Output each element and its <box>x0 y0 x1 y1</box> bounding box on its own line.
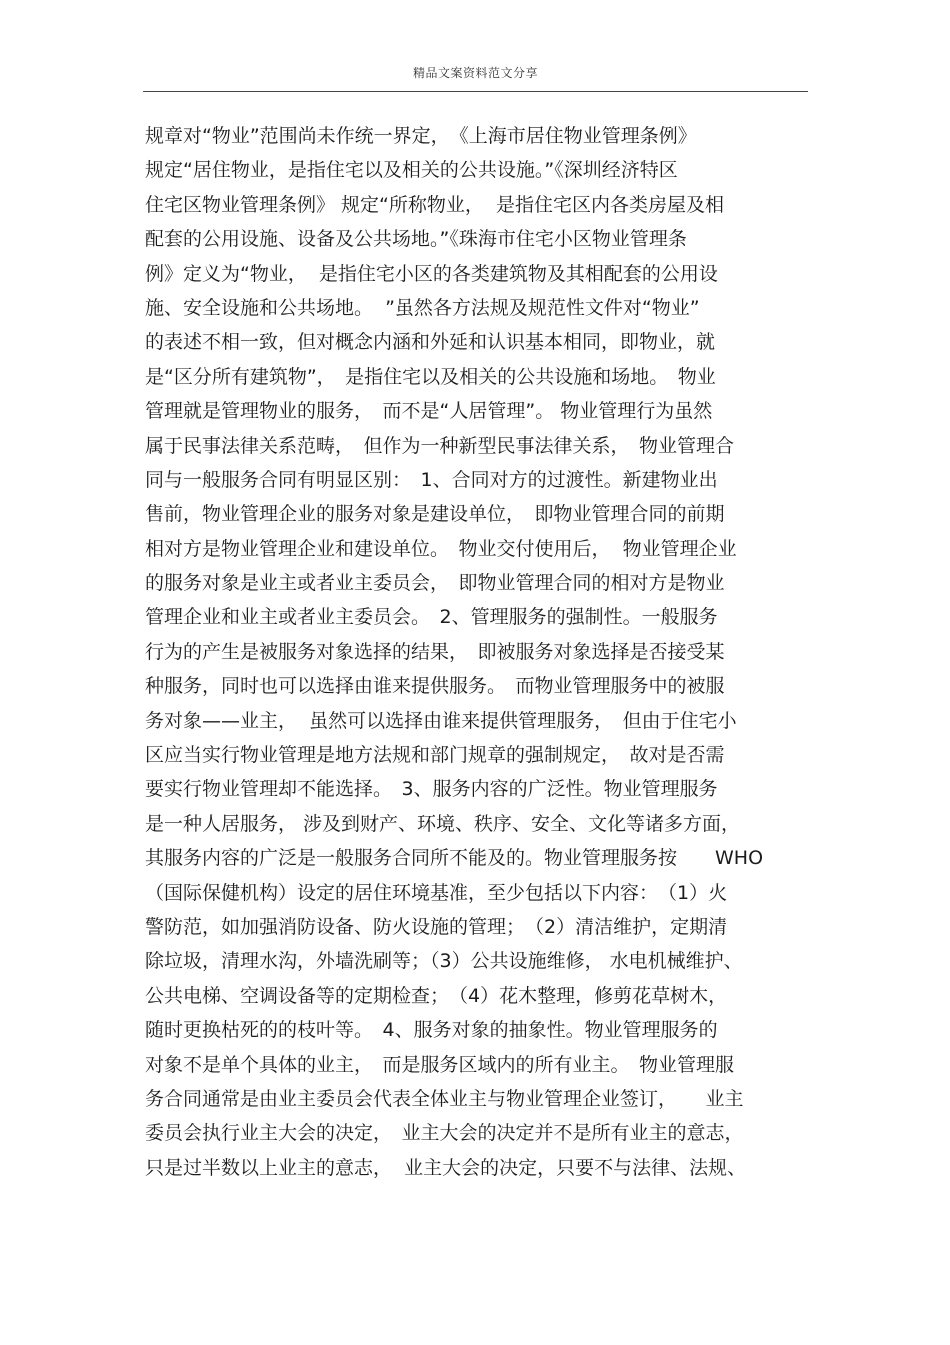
text-line: 同与一般服务合同有明显区别： 1、合同对方的过渡性。新建物业出 <box>145 468 718 491</box>
text-line: 其服务内容的广泛是一般服务合同所不能及的。物业管理服务按 WHO <box>145 847 764 870</box>
text-line: （国际保健机构）设定的居住环境基准，至少包括以下内容： （1）火 <box>145 881 728 904</box>
text-line: 售前，物业管理企业的服务对象是建设单位， 即物业管理合同的前期 <box>145 503 725 526</box>
text-line: 是“区分所有建筑物”， 是指住宅以及相关的公共设施和场地。 物业 <box>145 365 716 388</box>
text-line: 规定“居住物业，是指住宅以及相关的公共设施。”《深圳经济特区 <box>145 159 678 182</box>
text-line: 种服务，同时也可以选择由谁来提供服务。 而物业管理服务中的被服 <box>145 675 725 698</box>
text-line: 警防范，如加强消防设备、防火设施的管理； （2）清洁维护，定期清 <box>145 915 728 938</box>
text-line: 的服务对象是业主或者业主委员会， 即物业管理合同的相对方是物业 <box>145 572 725 595</box>
text-line: 属于民事法律关系范畴， 但作为一种新型民事法律关系， 物业管理合 <box>145 434 735 457</box>
text-line: 例》定义为“物业， 是指住宅小区的各类建筑物及其相配套的公用设 <box>145 262 718 285</box>
text-line: 要实行物业管理却不能选择。 3、服务内容的广泛性。物业管理服务 <box>145 778 718 801</box>
text-line: 区应当实行物业管理是地方法规和部门规章的强制规定， 故对是否需 <box>145 744 725 767</box>
body-text <box>145 119 835 1185</box>
text-line: 规章对“物业”范围尚未作统一界定， 《上海市居住物业管理条例》 <box>145 125 697 147</box>
text-line: 随时更换枯死的的枝叶等。 4、服务对象的抽象性。物业管理服务的 <box>145 1019 718 1042</box>
text-line: 公共电梯、空调设备等的定期检查； （4）花木整理，修剪花草树木， <box>145 984 728 1007</box>
text-line: 行为的产生是被服务对象选择的结果， 即被服务对象选择是否接受某 <box>145 640 725 663</box>
text-line: 是一种人居服务， 涉及到财产、环境、秩序、安全、文化等诸多方面， <box>145 812 741 835</box>
text-line: 务合同通常是由业主委员会代表全体业主与物业管理企业签订， 业主 <box>145 1087 744 1110</box>
text-line: 只是过半数以上业主的意志， 业主大会的决定，只要不与法律、法规、 <box>145 1156 747 1179</box>
text-line: 住宅区物业管理条例》 规定“所称物业， 是指住宅区内各类房屋及相 <box>145 193 724 216</box>
header-divider <box>143 91 808 92</box>
text-line: 委员会执行业主大会的决定， 业主大会的决定并不是所有业主的意志， <box>145 1122 744 1145</box>
text-line: 管理企业和业主或者业主委员会。 2、管理服务的强制性。一般服务 <box>145 606 718 629</box>
text-line: 的表述不相一致，但对概念内涵和外延和认识基本相同，即物业，就 <box>145 331 716 354</box>
text-line: 管理就是管理物业的服务， 而不是“人居管理”。 物业管理行为虽然 <box>145 400 713 423</box>
text-line: 配套的公用设施、设备及公共场地。”《珠海市住宅小区物业管理条 <box>145 228 687 251</box>
text-line: 务对象——业主， 虽然可以选择由谁来提供管理服务， 但由于住宅小 <box>145 709 737 732</box>
text-line: 除垃圾，清理水沟，外墙洗刷等；（3）公共设施维修， 水电机械维护、 <box>145 950 743 973</box>
page-header-title: 精品文案资料范文分享 <box>412 66 538 80</box>
text-line: 对象不是单个具体的业主， 而是服务区域内的所有业主。 物业管理服 <box>145 1053 735 1076</box>
text-line: 相对方是物业管理企业和建设单位。 物业交付使用后， 物业管理企业 <box>145 537 737 560</box>
text-line: 施、安全设施和公共场地。 ”虽然各方法规及规范性文件对“物业” <box>145 296 700 319</box>
